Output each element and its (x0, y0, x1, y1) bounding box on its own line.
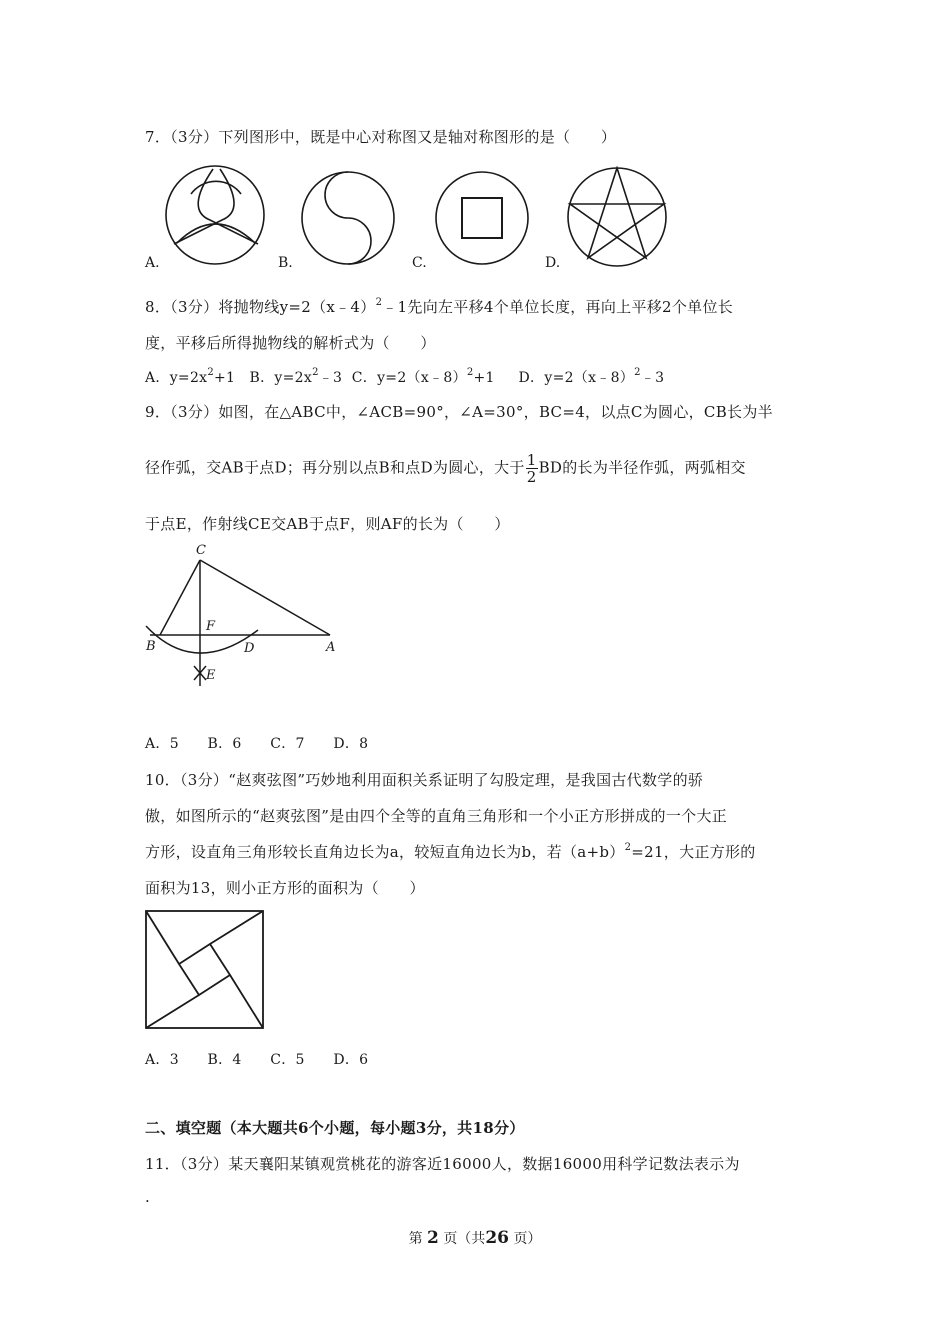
q9-line1: 9．（3分）如图，在△ABC中，∠ACB=90°，∠A=30°，BC=4，以点C为圆心，CB长为半 (145, 403, 773, 421)
footer-post: 页） (513, 1231, 542, 1247)
q10-line2: 傲，如图所示的“赵爽弦图”是由四个全等的直角三角形和一个小正方形拼成的一个大正 (145, 807, 728, 825)
q8-option-c-text: C．y=2（x﹣8） (351, 370, 467, 386)
q7-figure-a (165, 165, 269, 269)
q9-label-f: F (206, 619, 216, 634)
q8-option-c-exponent: 2 (466, 367, 474, 378)
q8-option-b (249, 367, 343, 386)
q8-option-d (518, 367, 665, 386)
q11-line2: . (145, 1188, 151, 1206)
q7-option-b-label: B. (278, 255, 293, 271)
q8-line1 (145, 296, 733, 317)
footer-pre: 第 (408, 1231, 423, 1247)
q7-figure-b (300, 170, 396, 266)
q8-option-a-exponent: 2 (207, 367, 215, 378)
q7-option-d-label: D. (545, 255, 561, 271)
q8-line1-exponent: 2 (375, 297, 383, 308)
footer-mid: 页（共 (443, 1231, 486, 1247)
q8-option-b-tail: ﹣3 (318, 370, 343, 386)
q7-figure-c (434, 170, 530, 266)
section2-heading: 二、填空题（本大题共6个小题，每小题3分，共18分） (145, 1119, 525, 1137)
q10-zhao-shuang-figure (145, 910, 265, 1030)
page-footer (0, 1228, 950, 1248)
q7-figure-d (566, 166, 668, 268)
q10-line3-text: 方形，设直角三角形较长直角边长为a，较短直角边长为b，若（a+b） (145, 843, 625, 861)
q7-stem: 7．（3分）下列图形中，既是中心对称图又是轴对称图形的是（ ） (145, 128, 617, 146)
q8-option-b-exponent: 2 (312, 367, 319, 378)
q10-line3-tail: =21，大正方形的 (631, 843, 756, 861)
q10-line3 (145, 841, 756, 862)
q9-label-b: B (146, 639, 156, 654)
footer-total-pages: 26 (485, 1228, 509, 1248)
q10-options: A．3 B．4 C．5 D．6 (145, 1052, 369, 1068)
q8-options (145, 367, 664, 387)
footer-page-number: 2 (427, 1228, 439, 1248)
q8-option-b-text: B．y=2x (249, 370, 313, 386)
q8-option-d-exponent: 2 (634, 367, 641, 378)
q11-line1: 11．（3分）某天襄阳某镇观赏桃花的游客近16000人，数据16000用科学记数法表示为 (145, 1155, 740, 1173)
q8-option-a-tail: +1 (214, 370, 236, 386)
q9-line2 (145, 452, 746, 485)
q8-line1-text: 8．（3分）将抛物线y=2（x﹣4） (145, 298, 376, 316)
q8-option-a-text: A．y=2x (145, 370, 208, 386)
q8-line2: 度，平移后所得抛物线的解析式为（ ） (145, 334, 436, 352)
q8-option-d-text: D．y=2（x﹣8） (518, 370, 635, 386)
q9-fraction-numerator: 1 (526, 451, 537, 469)
q9-label-c: C (196, 543, 206, 558)
q9-label-e: E (206, 668, 216, 683)
q8-line1-tail: ﹣1先向左平移4个单位长度，再向上平移2个单位长 (382, 298, 734, 316)
q9-figure (140, 538, 350, 690)
q8-option-d-tail: ﹣3 (640, 370, 665, 386)
q9-label-a: A (326, 640, 336, 655)
q7-option-c-label: C. (412, 255, 427, 271)
q10-line3-exponent: 2 (624, 842, 632, 853)
q9-line2-pre: 径作弧，交AB于点D；再分别以点B和点D为圆心，大于 (145, 458, 525, 477)
q7-option-a-label: A. (145, 255, 160, 271)
q9-fraction-denominator: 2 (526, 468, 537, 486)
q9-line2-post: BD的长为半径作弧，两弧相交 (538, 458, 746, 477)
q10-line4: 面积为13，则小正方形的面积为（ ） (145, 879, 425, 897)
q9-options: A．5 B．6 C．7 D．8 (145, 736, 369, 752)
q9-label-d: D (244, 641, 255, 656)
q8-option-c-tail: +1 (473, 370, 495, 386)
q9-line3: 于点E，作射线CE交AB于点F，则AF的长为（ ） (145, 515, 510, 533)
q8-option-c (351, 367, 495, 386)
q10-line1: 10．（3分）“赵爽弦图”巧妙地利用面积关系证明了勾股定理，是我国古代数学的骄 (145, 771, 704, 789)
q9-fraction (526, 452, 538, 485)
q8-option-a (145, 367, 236, 386)
